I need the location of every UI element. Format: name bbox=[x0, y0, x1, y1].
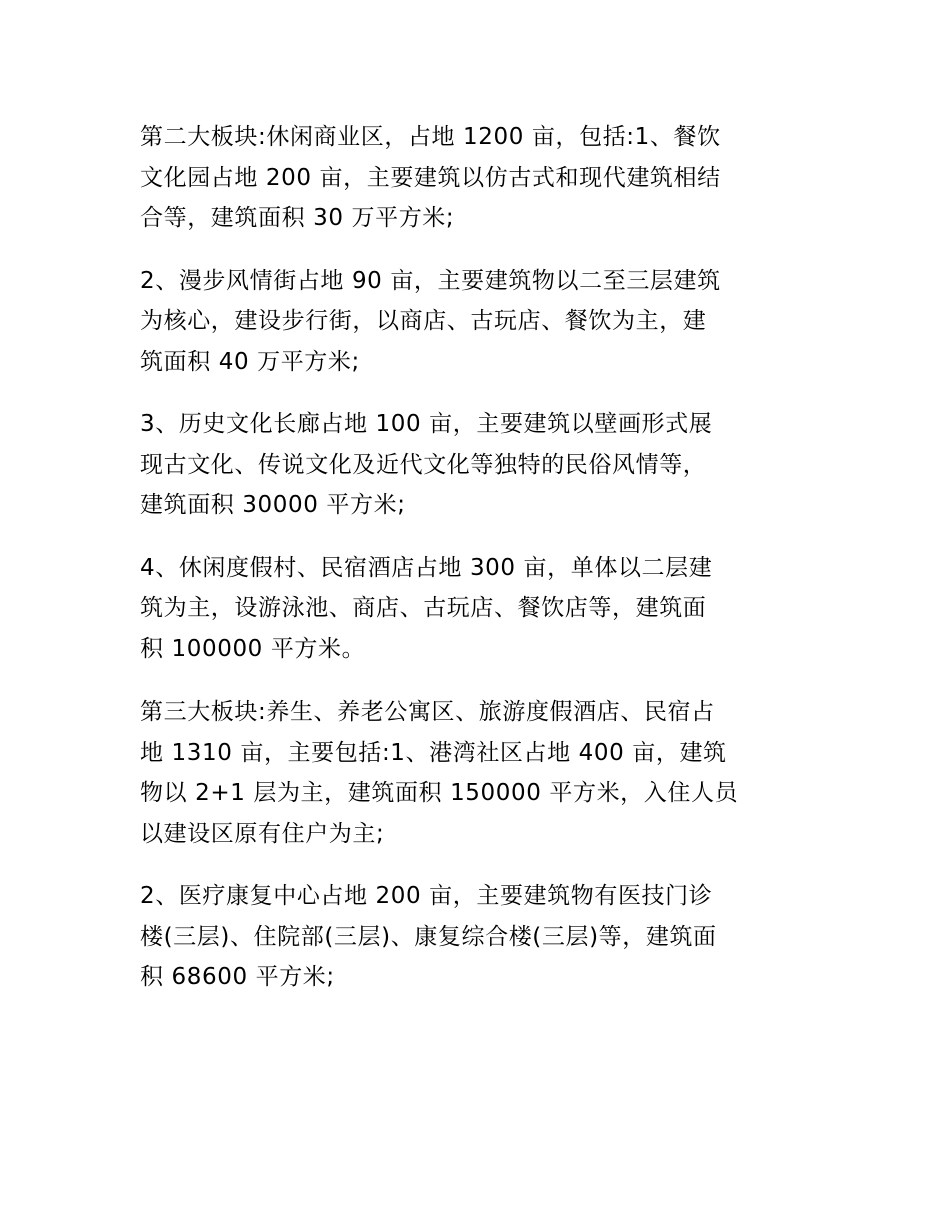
text-line: 2、医疗康复中心占地 200 亩，主要建筑物有医技门诊 bbox=[140, 883, 713, 909]
text-line: 2、漫步风情街占地 90 亩，主要建筑物以二至三层建筑 bbox=[140, 267, 721, 294]
text-line: 积 68600 平方米; bbox=[140, 964, 335, 990]
text-line: 第三大板块:养生、养老公寓区、旅游度假酒店、民宿占 bbox=[140, 699, 715, 725]
text-line: 地 1310 亩，主要包括:1、港湾社区占地 400 亩，建筑 bbox=[140, 739, 727, 766]
document-page bbox=[140, 117, 820, 1020]
text-line: 4、休闲度假村、民宿酒店占地 300 亩，单体以二层建 bbox=[140, 554, 713, 581]
text-line: 现古文化、传说文化及近代文化等独特的民俗风情等， bbox=[140, 451, 707, 478]
text-line: 筑面积 40 万平方米; bbox=[140, 348, 360, 375]
paragraph-history-corridor bbox=[140, 404, 820, 526]
paragraph-zone-three-wellness bbox=[140, 692, 820, 854]
text-line: 为核心，建设步行街，以商店、古玩店、餐饮为主，建 bbox=[140, 308, 707, 334]
text-line: 文化园占地 200 亩，主要建筑以仿古式和现代建筑相结 bbox=[140, 164, 721, 191]
text-line: 以建设区原有住户为主; bbox=[140, 820, 385, 847]
text-line: 物以 2+1 层为主，建筑面积 150000 平方米，入住人员 bbox=[140, 780, 739, 806]
text-line: 建筑面积 30000 平方米; bbox=[140, 492, 406, 518]
paragraph-walking-street bbox=[140, 261, 820, 383]
text-line: 楼(三层)、住院部(三层)、康复综合楼(三层)等，建筑面 bbox=[140, 923, 717, 950]
text-line: 合等，建筑面积 30 万平方米; bbox=[140, 205, 455, 231]
text-line: 第二大板块:休闲商业区，占地 1200 亩，包括:1、餐饮 bbox=[140, 124, 721, 150]
paragraph-resort-village bbox=[140, 548, 820, 670]
text-line: 3、历史文化长廊占地 100 亩，主要建筑以壁画形式展 bbox=[140, 411, 713, 437]
text-line: 筑为主，设游泳池、商店、古玩店、餐饮店等，建筑面 bbox=[140, 595, 707, 621]
paragraph-zone-two-commercial bbox=[140, 117, 820, 239]
text-line: 积 100000 平方米。 bbox=[140, 635, 366, 662]
paragraph-medical-center bbox=[140, 876, 820, 998]
